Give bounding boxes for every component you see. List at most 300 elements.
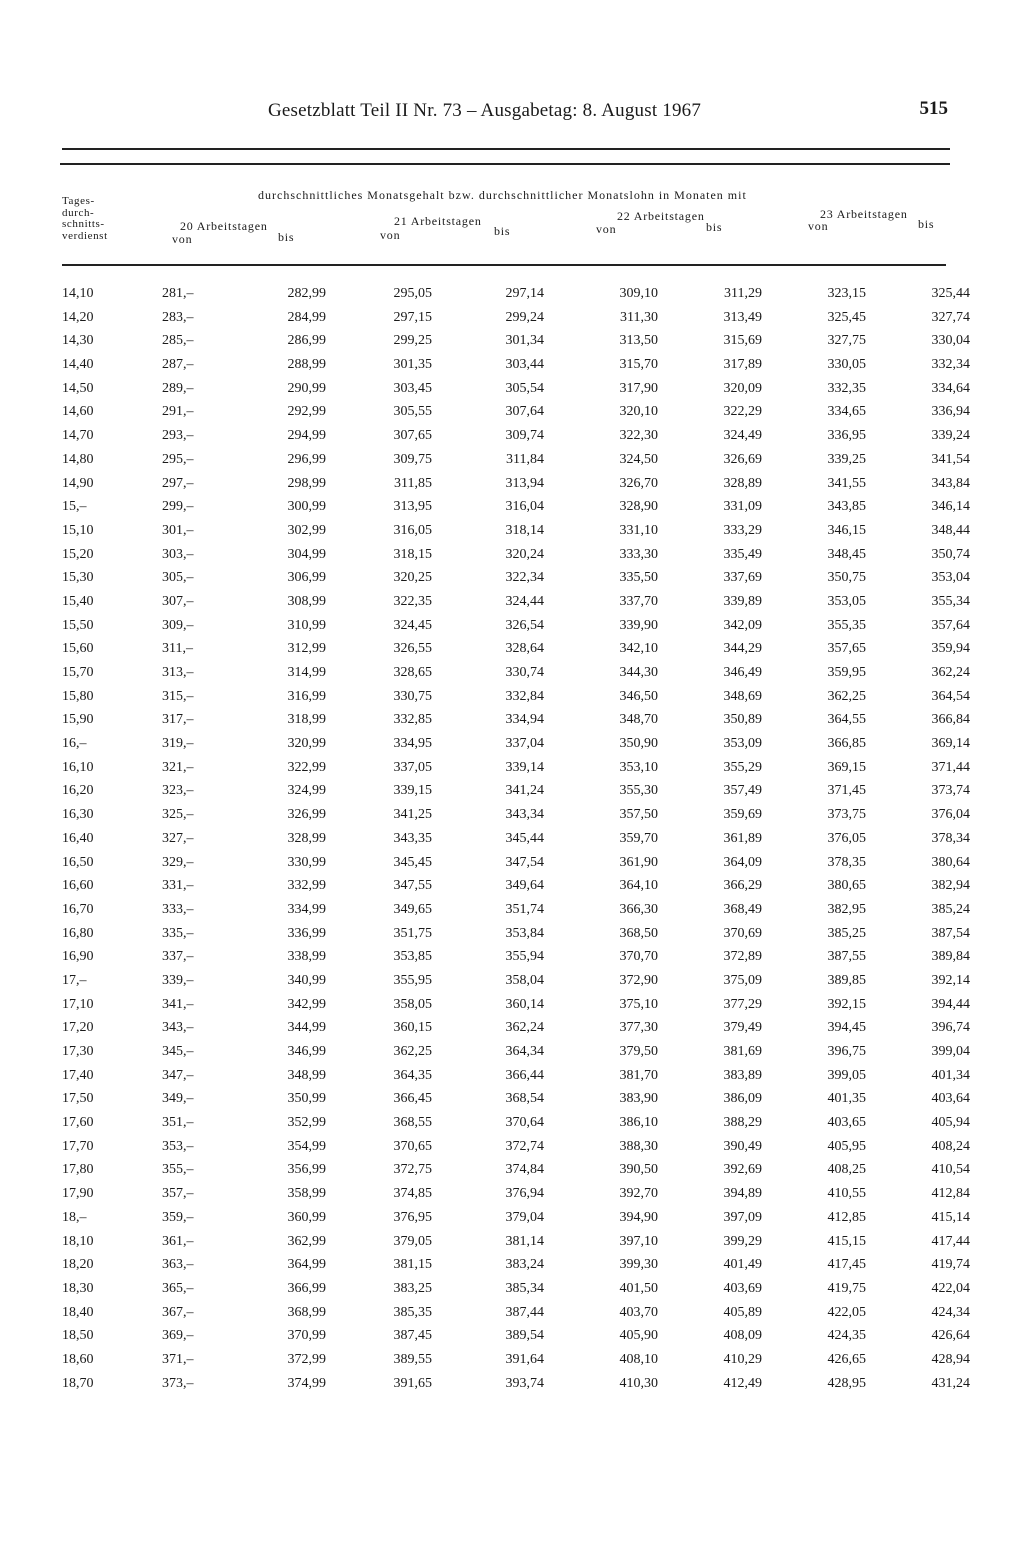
wage-21-days-from-cell: 332,85	[393, 712, 432, 728]
wage-22-days-from-cell: 381,70	[619, 1067, 658, 1083]
daily-earnings-cell: 15,50	[62, 617, 94, 633]
wage-20-days-from-cell: 345,–	[162, 1044, 194, 1059]
wage-21-days-to-cell: 313,94	[505, 475, 544, 491]
wage-21-days-from-cell: 316,05	[393, 522, 432, 538]
table-row	[0, 497, 1024, 521]
wage-22-days-to-cell: 364,09	[723, 854, 762, 870]
table-header	[0, 0, 1024, 270]
wage-20-days-from-cell: 365,–	[162, 1280, 194, 1296]
table-row	[0, 521, 1024, 545]
wage-23-days-to-cell: 417,44	[931, 1233, 970, 1249]
group-23-to-header: bis	[918, 217, 935, 231]
wage-21-days-from-cell: 360,15	[393, 1020, 432, 1036]
wage-20-days-to-cell: 296,99	[287, 451, 326, 467]
wage-22-days-from-cell: 386,10	[619, 1115, 658, 1131]
wage-20-days-from-cell: 309,–	[162, 617, 194, 633]
wage-23-days-from-cell: 392,15	[827, 996, 866, 1012]
wage-20-days-to-cell: 374,99	[287, 1375, 326, 1391]
wage-23-days-to-cell: 355,34	[931, 593, 970, 609]
wage-22-days-from-cell: 326,70	[619, 475, 658, 491]
wage-21-days-to-cell: 339,14	[505, 759, 544, 775]
wage-22-days-from-cell: 313,50	[619, 333, 658, 349]
wage-22-days-to-cell: 346,49	[723, 665, 762, 680]
wage-21-days-from-cell: 330,75	[393, 688, 432, 704]
daily-earnings-cell: 15,30	[62, 570, 94, 586]
table-header-rule	[62, 264, 946, 266]
wage-21-days-from-cell: 389,55	[393, 1351, 432, 1367]
wage-22-days-from-cell: 388,30	[619, 1138, 658, 1154]
wage-20-days-from-cell: 319,–	[162, 736, 194, 752]
wage-20-days-from-cell: 327,–	[162, 830, 194, 846]
table-row	[0, 758, 1024, 782]
wage-21-days-to-cell: 334,94	[505, 712, 544, 728]
wage-20-days-to-cell: 346,99	[287, 1044, 326, 1059]
wage-22-days-to-cell: 335,49	[723, 546, 762, 562]
wage-23-days-from-cell: 419,75	[827, 1280, 866, 1296]
daily-earnings-cell: 18,20	[62, 1257, 94, 1273]
wage-20-days-to-cell: 370,99	[287, 1328, 326, 1344]
wage-21-days-from-cell: 374,85	[393, 1186, 432, 1202]
wage-21-days-to-cell: 366,44	[505, 1067, 544, 1083]
wage-23-days-from-cell: 399,05	[827, 1067, 866, 1083]
wage-22-days-from-cell: 355,30	[619, 783, 658, 799]
wage-21-days-to-cell: 349,64	[505, 878, 544, 894]
wage-21-days-from-cell: 322,35	[393, 593, 432, 609]
wage-20-days-from-cell: 291,–	[162, 404, 194, 420]
wage-23-days-from-cell: 408,25	[827, 1162, 866, 1178]
wage-22-days-from-cell: 311,30	[620, 309, 658, 325]
wage-23-days-to-cell: 410,54	[931, 1162, 970, 1178]
wage-23-days-to-cell: 330,04	[931, 333, 970, 349]
table-row	[0, 853, 1024, 877]
wage-23-days-from-cell: 424,35	[827, 1328, 866, 1344]
wage-21-days-from-cell: 341,25	[393, 807, 432, 823]
wage-22-days-from-cell: 344,30	[619, 665, 658, 680]
wage-23-days-from-cell: 364,55	[827, 712, 866, 728]
wage-21-days-to-cell: 353,84	[505, 925, 544, 941]
group-21-to-header: bis	[494, 224, 511, 238]
wage-23-days-to-cell: 428,94	[931, 1351, 970, 1367]
wage-20-days-from-cell: 305,–	[162, 570, 194, 586]
daily-earnings-cell: 14,40	[62, 357, 94, 373]
table-row	[0, 331, 1024, 355]
wage-23-days-to-cell: 419,74	[931, 1257, 970, 1273]
wage-23-days-to-cell: 350,74	[931, 546, 970, 562]
table-row	[0, 734, 1024, 758]
daily-earnings-cell: 17,30	[62, 1044, 94, 1059]
wage-20-days-to-cell: 316,99	[287, 688, 326, 704]
wage-21-days-to-cell: 358,04	[505, 972, 544, 988]
wage-20-days-to-cell: 356,99	[287, 1162, 326, 1178]
wage-21-days-from-cell: 324,45	[393, 617, 432, 633]
daily-earnings-cell: 16,30	[62, 807, 94, 823]
wage-22-days-from-cell: 357,50	[619, 807, 658, 823]
wage-20-days-from-cell: 293,–	[162, 428, 194, 444]
daily-earnings-cell: 16,80	[62, 925, 94, 941]
wage-20-days-from-cell: 363,–	[162, 1257, 194, 1273]
wage-20-days-from-cell: 283,–	[162, 309, 194, 325]
wage-23-days-from-cell: 410,55	[827, 1186, 866, 1202]
wage-22-days-from-cell: 372,90	[619, 972, 658, 988]
wage-21-days-to-cell: 376,94	[505, 1186, 544, 1202]
wage-22-days-from-cell: 405,90	[619, 1328, 658, 1344]
wage-20-days-to-cell: 302,99	[287, 522, 326, 538]
wage-23-days-from-cell: 327,75	[827, 333, 866, 349]
table-row	[0, 308, 1024, 332]
wage-21-days-from-cell: 328,65	[393, 665, 432, 680]
wage-23-days-to-cell: 334,64	[931, 380, 970, 396]
wage-23-days-from-cell: 355,35	[827, 617, 866, 633]
table-row	[0, 592, 1024, 616]
wage-22-days-to-cell: 317,89	[723, 357, 762, 373]
wage-23-days-from-cell: 353,05	[827, 593, 866, 609]
wage-21-days-to-cell: 318,14	[505, 522, 544, 538]
table-row	[0, 1018, 1024, 1042]
wage-23-days-from-cell: 426,65	[827, 1351, 866, 1367]
wage-21-days-from-cell: 366,45	[393, 1091, 432, 1107]
wage-20-days-to-cell: 326,99	[287, 807, 326, 823]
table-row	[0, 284, 1024, 308]
wage-22-days-from-cell: 350,90	[619, 736, 658, 752]
wage-23-days-from-cell: 380,65	[827, 878, 866, 894]
wage-22-days-to-cell: 311,29	[724, 286, 762, 301]
wage-23-days-to-cell: 392,14	[931, 972, 970, 988]
daily-earnings-cell: 16,70	[62, 901, 94, 917]
wage-22-days-to-cell: 355,29	[723, 759, 762, 775]
wage-21-days-to-cell: 379,04	[505, 1209, 544, 1225]
wage-23-days-from-cell: 403,65	[827, 1115, 866, 1131]
wage-23-days-from-cell: 401,35	[827, 1091, 866, 1107]
wage-23-days-from-cell: 371,45	[827, 783, 866, 799]
wage-22-days-from-cell: 392,70	[619, 1186, 658, 1202]
wage-23-days-to-cell: 431,24	[931, 1375, 970, 1391]
wage-23-days-from-cell: 332,35	[827, 380, 866, 396]
wage-21-days-to-cell: 305,54	[505, 380, 544, 396]
wage-23-days-to-cell: 343,84	[931, 475, 970, 491]
wage-20-days-to-cell: 290,99	[287, 380, 326, 396]
wage-23-days-from-cell: 428,95	[827, 1375, 866, 1391]
wage-23-days-from-cell: 334,65	[827, 404, 866, 420]
wage-21-days-to-cell: 347,54	[505, 854, 544, 870]
wage-21-days-to-cell: 307,64	[505, 404, 544, 420]
wage-22-days-from-cell: 353,10	[619, 759, 658, 775]
daily-earnings-cell: 14,60	[62, 404, 94, 420]
wage-23-days-to-cell: 422,04	[931, 1280, 970, 1296]
wage-21-days-to-cell: 299,24	[505, 309, 544, 325]
wage-22-days-to-cell: 348,69	[723, 688, 762, 704]
wage-23-days-from-cell: 359,95	[827, 665, 866, 680]
wage-21-days-to-cell: 297,14	[505, 286, 544, 301]
table-row	[0, 924, 1024, 948]
wage-20-days-from-cell: 337,–	[162, 949, 194, 965]
wage-21-days-from-cell: 349,65	[393, 901, 432, 917]
daily-earnings-cell: 18,30	[62, 1280, 94, 1296]
wage-20-days-to-cell: 334,99	[287, 901, 326, 917]
table-row	[0, 1160, 1024, 1184]
daily-earnings-cell: 18,60	[62, 1351, 94, 1367]
wage-22-days-to-cell: 410,29	[723, 1351, 762, 1367]
wage-20-days-from-cell: 299,–	[162, 499, 194, 515]
spanning-header: durchschnittliches Monatsgehalt bzw. durchschnittlicher Monatslohn in Monaten mit	[258, 188, 747, 202]
wage-22-days-from-cell: 410,30	[619, 1375, 658, 1391]
wage-23-days-from-cell: 405,95	[827, 1138, 866, 1154]
wage-23-days-to-cell: 412,84	[931, 1186, 970, 1202]
wage-22-days-from-cell: 375,10	[619, 996, 658, 1012]
wage-23-days-to-cell: 327,74	[931, 309, 970, 325]
daily-earnings-cell: 15,60	[62, 641, 94, 657]
wage-20-days-from-cell: 281,–	[162, 286, 194, 301]
wage-20-days-to-cell: 300,99	[287, 499, 326, 515]
wage-21-days-to-cell: 387,44	[505, 1304, 544, 1320]
wage-21-days-from-cell: 385,35	[393, 1304, 432, 1320]
wage-20-days-from-cell: 331,–	[162, 878, 194, 894]
wage-21-days-to-cell: 337,04	[505, 736, 544, 752]
wage-21-days-from-cell: 307,65	[393, 428, 432, 444]
wage-21-days-to-cell: 364,34	[505, 1044, 544, 1059]
wage-22-days-to-cell: 324,49	[723, 428, 762, 444]
wage-21-days-to-cell: 372,74	[505, 1138, 544, 1154]
wage-21-days-from-cell: 318,15	[393, 546, 432, 562]
table-body	[0, 284, 1024, 1397]
wage-23-days-to-cell: 387,54	[931, 925, 970, 941]
wage-21-days-from-cell: 351,75	[393, 925, 432, 941]
first-column-header-line: Tages-	[62, 195, 95, 207]
wage-23-days-from-cell: 323,15	[827, 286, 866, 301]
wage-21-days-from-cell: 379,05	[393, 1233, 432, 1249]
wage-22-days-to-cell: 326,69	[723, 451, 762, 467]
wage-23-days-from-cell: 366,85	[827, 736, 866, 752]
wage-20-days-to-cell: 330,99	[287, 854, 326, 870]
wage-22-days-to-cell: 372,89	[723, 949, 762, 965]
wage-23-days-to-cell: 424,34	[931, 1304, 970, 1320]
daily-earnings-cell: 18,10	[62, 1233, 94, 1249]
wage-23-days-to-cell: 373,74	[931, 783, 970, 799]
group-header-23: 23 Arbeitstagen	[820, 207, 908, 221]
wage-22-days-from-cell: 346,50	[619, 688, 658, 704]
wage-23-days-from-cell: 339,25	[827, 451, 866, 467]
table-row	[0, 947, 1024, 971]
wage-20-days-to-cell: 284,99	[287, 309, 326, 325]
table-row	[0, 426, 1024, 450]
wage-20-days-to-cell: 312,99	[287, 641, 326, 657]
wage-20-days-from-cell: 339,–	[162, 972, 194, 988]
wage-21-days-from-cell: 334,95	[393, 736, 432, 752]
wage-23-days-from-cell: 325,45	[827, 309, 866, 325]
wage-21-days-to-cell: 383,24	[505, 1257, 544, 1273]
wage-22-days-to-cell: 331,09	[723, 499, 762, 515]
wage-20-days-from-cell: 357,–	[162, 1186, 194, 1202]
table-row	[0, 1350, 1024, 1374]
wage-21-days-to-cell: 326,54	[505, 617, 544, 633]
wage-21-days-from-cell: 295,05	[393, 286, 432, 301]
daily-earnings-cell: 18,50	[62, 1328, 94, 1344]
wage-20-days-from-cell: 297,–	[162, 475, 194, 491]
wage-20-days-from-cell: 295,–	[162, 451, 194, 467]
wage-20-days-from-cell: 349,–	[162, 1091, 194, 1107]
daily-earnings-cell: 14,50	[62, 380, 94, 396]
wage-22-days-from-cell: 317,90	[619, 380, 658, 396]
wage-21-days-to-cell: 343,34	[505, 807, 544, 823]
wage-21-days-to-cell: 381,14	[505, 1233, 544, 1249]
wage-20-days-from-cell: 307,–	[162, 593, 194, 609]
wage-20-days-to-cell: 364,99	[287, 1257, 326, 1273]
wage-23-days-from-cell: 412,85	[827, 1209, 866, 1225]
wage-22-days-to-cell: 328,89	[723, 475, 762, 491]
table-row	[0, 616, 1024, 640]
table-row	[0, 1279, 1024, 1303]
wage-21-days-from-cell: 381,15	[393, 1257, 432, 1273]
table-row	[0, 1303, 1024, 1327]
daily-earnings-cell: 17,70	[62, 1138, 94, 1154]
wage-22-days-from-cell: 320,10	[619, 404, 658, 420]
wage-21-days-to-cell: 341,24	[505, 783, 544, 799]
wage-22-days-to-cell: 375,09	[723, 972, 762, 988]
table-row	[0, 710, 1024, 734]
wage-21-days-from-cell: 337,05	[393, 759, 432, 775]
wage-21-days-to-cell: 370,64	[505, 1115, 544, 1131]
wage-20-days-from-cell: 329,–	[162, 854, 194, 870]
group-header-21: 21 Arbeitstagen	[394, 214, 482, 228]
wage-20-days-to-cell: 352,99	[287, 1115, 326, 1131]
wage-22-days-to-cell: 403,69	[723, 1280, 762, 1296]
daily-earnings-cell: 17,–	[62, 972, 87, 988]
wage-21-days-from-cell: 301,35	[393, 357, 432, 373]
wage-20-days-from-cell: 315,–	[162, 688, 194, 704]
wage-22-days-to-cell: 337,69	[723, 570, 762, 586]
daily-earnings-cell: 16,20	[62, 783, 94, 799]
table-row	[0, 876, 1024, 900]
wage-23-days-from-cell: 389,85	[827, 972, 866, 988]
wage-23-days-from-cell: 350,75	[827, 570, 866, 586]
wage-21-days-from-cell: 383,25	[393, 1280, 432, 1296]
wage-20-days-from-cell: 323,–	[162, 783, 194, 799]
wage-23-days-to-cell: 389,84	[931, 949, 970, 965]
wage-21-days-to-cell: 309,74	[505, 428, 544, 444]
wage-21-days-to-cell: 355,94	[505, 949, 544, 965]
wage-20-days-to-cell: 292,99	[287, 404, 326, 420]
wage-20-days-to-cell: 332,99	[287, 878, 326, 894]
wage-21-days-to-cell: 320,24	[505, 546, 544, 562]
wage-20-days-from-cell: 361,–	[162, 1233, 194, 1249]
daily-earnings-cell: 17,20	[62, 1020, 94, 1036]
wage-20-days-from-cell: 321,–	[162, 759, 194, 775]
wage-21-days-from-cell: 353,85	[393, 949, 432, 965]
wage-20-days-to-cell: 306,99	[287, 570, 326, 586]
wage-22-days-to-cell: 399,29	[723, 1233, 762, 1249]
wage-22-days-to-cell: 357,49	[723, 783, 762, 799]
wage-22-days-to-cell: 370,69	[723, 925, 762, 941]
wage-22-days-from-cell: 339,90	[619, 617, 658, 633]
group-20-from-header: von	[172, 232, 193, 246]
wage-21-days-from-cell: 362,25	[393, 1044, 432, 1059]
wage-22-days-from-cell: 366,30	[619, 901, 658, 917]
wage-23-days-to-cell: 371,44	[931, 759, 970, 775]
table-row	[0, 1113, 1024, 1137]
wage-23-days-from-cell: 382,95	[827, 901, 866, 917]
wage-23-days-from-cell: 330,05	[827, 357, 866, 373]
wage-20-days-from-cell: 333,–	[162, 901, 194, 917]
table-row	[0, 900, 1024, 924]
wage-22-days-from-cell: 383,90	[619, 1091, 658, 1107]
wage-22-days-from-cell: 359,70	[619, 830, 658, 846]
wage-22-days-to-cell: 394,89	[723, 1186, 762, 1202]
wage-22-days-from-cell: 399,30	[619, 1257, 658, 1273]
daily-earnings-cell: 17,90	[62, 1186, 94, 1202]
wage-20-days-from-cell: 371,–	[162, 1351, 194, 1367]
table-row	[0, 450, 1024, 474]
wage-20-days-to-cell: 358,99	[287, 1186, 326, 1202]
wage-20-days-from-cell: 355,–	[162, 1162, 194, 1178]
wage-23-days-to-cell: 408,24	[931, 1138, 970, 1154]
wage-22-days-to-cell: 339,89	[723, 593, 762, 609]
wage-22-days-to-cell: 359,69	[723, 807, 762, 823]
wage-22-days-to-cell: 315,69	[723, 333, 762, 349]
daily-earnings-cell: 17,40	[62, 1067, 94, 1083]
wage-22-days-to-cell: 342,09	[723, 617, 762, 633]
daily-earnings-cell: 15,40	[62, 593, 94, 609]
wage-22-days-from-cell: 390,50	[619, 1162, 658, 1178]
wage-21-days-from-cell: 355,95	[393, 972, 432, 988]
wage-20-days-to-cell: 320,99	[287, 736, 326, 752]
wage-20-days-from-cell: 343,–	[162, 1020, 194, 1036]
table-row	[0, 1042, 1024, 1066]
wage-20-days-to-cell: 340,99	[287, 972, 326, 988]
wage-21-days-from-cell: 347,55	[393, 878, 432, 894]
group-20-to-header: bis	[278, 230, 295, 244]
wage-20-days-to-cell: 342,99	[287, 996, 326, 1012]
table-row	[0, 402, 1024, 426]
daily-earnings-cell: 15,10	[62, 522, 94, 538]
wage-20-days-to-cell: 368,99	[287, 1304, 326, 1320]
wage-21-days-from-cell: 343,35	[393, 830, 432, 846]
group-22-from-header: von	[596, 222, 617, 236]
wage-23-days-to-cell: 362,24	[931, 665, 970, 680]
daily-earnings-cell: 14,20	[62, 309, 94, 325]
wage-23-days-to-cell: 376,04	[931, 807, 970, 823]
wage-21-days-from-cell: 320,25	[393, 570, 432, 586]
table-row	[0, 639, 1024, 663]
first-column-header	[62, 196, 152, 242]
wage-20-days-from-cell: 285,–	[162, 333, 194, 349]
wage-20-days-from-cell: 317,–	[162, 712, 194, 728]
wage-22-days-from-cell: 315,70	[619, 357, 658, 373]
wage-23-days-to-cell: 341,54	[931, 451, 970, 467]
wage-23-days-to-cell: 353,04	[931, 570, 970, 586]
wage-21-days-from-cell: 339,15	[393, 783, 432, 799]
wage-22-days-to-cell: 405,89	[723, 1304, 762, 1320]
wage-20-days-to-cell: 360,99	[287, 1209, 326, 1225]
wage-20-days-from-cell: 301,–	[162, 522, 194, 538]
wage-20-days-from-cell: 303,–	[162, 546, 194, 562]
wage-20-days-to-cell: 288,99	[287, 357, 326, 373]
wage-20-days-to-cell: 350,99	[287, 1091, 326, 1107]
wage-22-days-to-cell: 361,89	[723, 830, 762, 846]
wage-22-days-to-cell: 322,29	[723, 404, 762, 420]
wage-20-days-from-cell: 373,–	[162, 1375, 194, 1391]
wage-21-days-from-cell: 309,75	[393, 451, 432, 467]
wage-23-days-from-cell: 357,65	[827, 641, 866, 657]
wage-22-days-from-cell: 328,90	[619, 499, 658, 515]
wage-23-days-to-cell: 364,54	[931, 688, 970, 704]
wage-22-days-from-cell: 364,10	[619, 878, 658, 894]
wage-23-days-from-cell: 394,45	[827, 1020, 866, 1036]
wage-23-days-to-cell: 325,44	[931, 286, 970, 301]
wage-20-days-from-cell: 289,–	[162, 380, 194, 396]
wage-23-days-from-cell: 369,15	[827, 759, 866, 775]
wage-23-days-to-cell: 339,24	[931, 428, 970, 444]
table-row	[0, 1184, 1024, 1208]
daily-earnings-cell: 16,40	[62, 830, 94, 846]
